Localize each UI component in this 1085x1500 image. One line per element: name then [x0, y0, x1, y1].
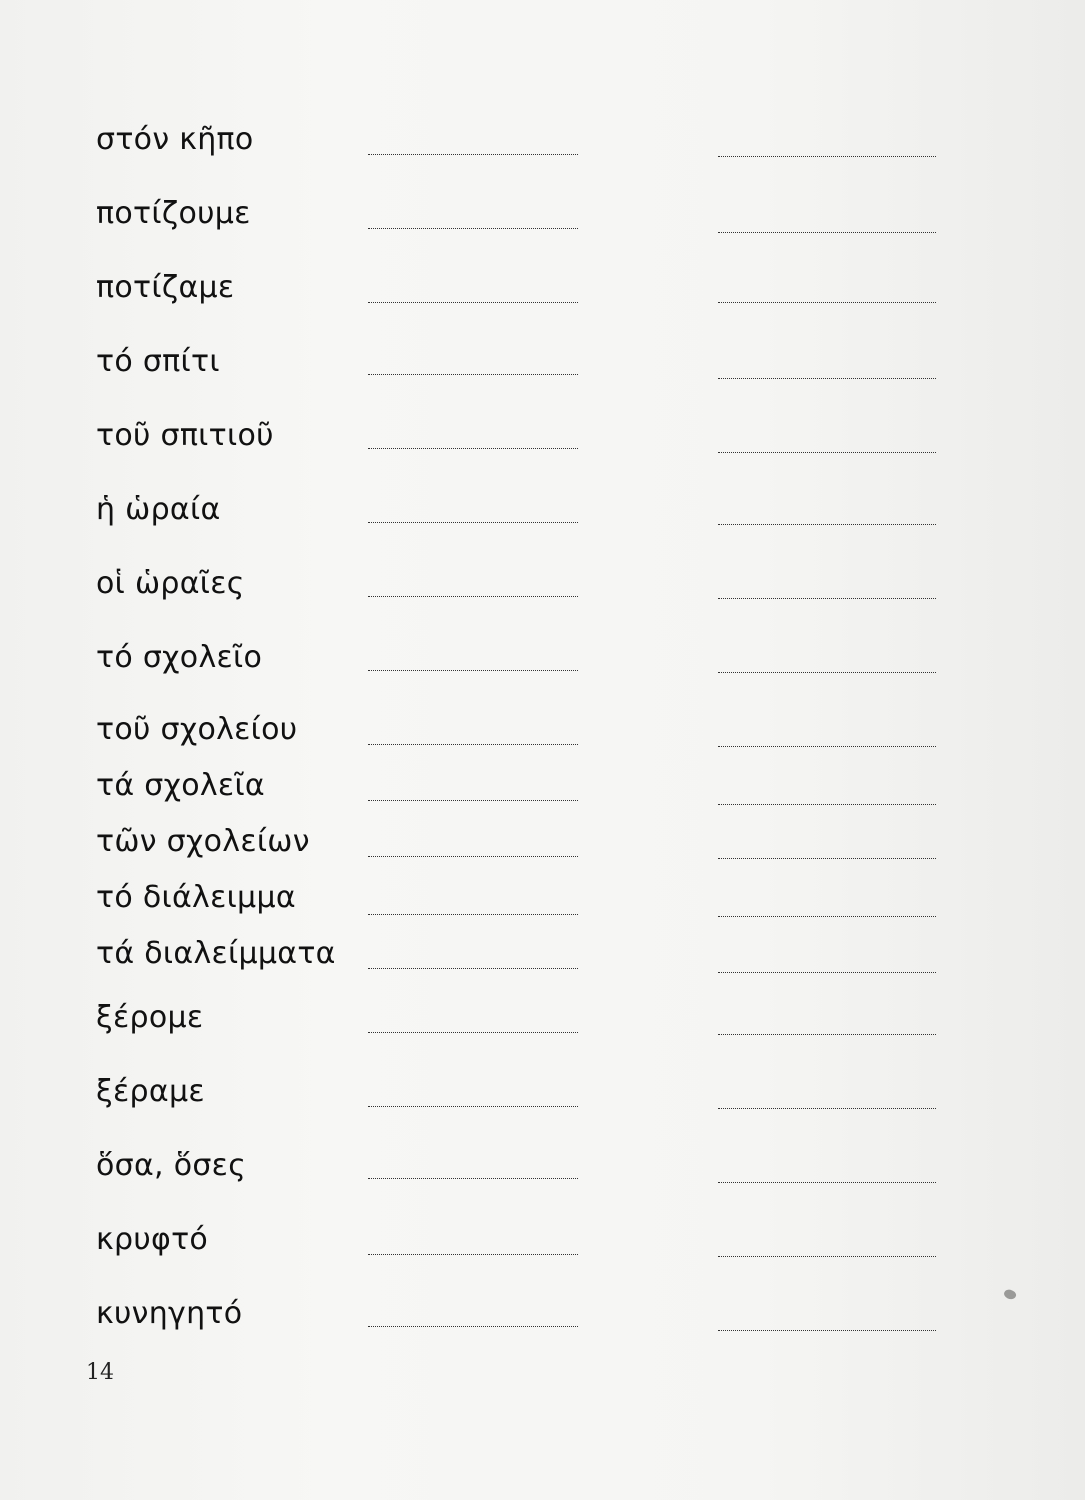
answer-blank-2[interactable]	[718, 524, 936, 525]
answer-blank-2[interactable]	[718, 972, 936, 973]
answer-blank-1[interactable]	[368, 154, 578, 155]
vocabulary-row	[0, 1286, 1085, 1346]
answer-blank-2[interactable]	[718, 1256, 936, 1257]
answer-blank-1[interactable]	[368, 302, 578, 303]
answer-blank-1[interactable]	[368, 374, 578, 375]
answer-blank-1[interactable]	[368, 914, 578, 915]
answer-blank-1[interactable]	[368, 1106, 578, 1107]
vocabulary-word: τό διάλειμμα	[96, 880, 296, 915]
vocabulary-row	[0, 556, 1085, 616]
vocabulary-word: ποτίζουμε	[96, 196, 251, 231]
answer-blank-1[interactable]	[368, 800, 578, 801]
vocabulary-word: οἱ ὡραῖες	[96, 566, 245, 601]
vocabulary-row	[0, 112, 1085, 172]
answer-blank-2[interactable]	[718, 302, 936, 303]
vocabulary-word: ποτίζαμε	[96, 270, 235, 305]
answer-blank-1[interactable]	[368, 670, 578, 671]
vocabulary-row	[0, 1064, 1085, 1124]
answer-blank-1[interactable]	[368, 1326, 578, 1327]
answer-blank-2[interactable]	[718, 1108, 936, 1109]
vocabulary-word: κυνηγητό	[96, 1296, 243, 1331]
vocabulary-row	[0, 334, 1085, 394]
answer-blank-1[interactable]	[368, 228, 578, 229]
vocabulary-row	[0, 482, 1085, 542]
answer-blank-1[interactable]	[368, 744, 578, 745]
answer-blank-1[interactable]	[368, 1032, 578, 1033]
vocabulary-row	[0, 990, 1085, 1050]
vocabulary-row	[0, 630, 1085, 690]
vocabulary-word: ἡ ὡραία	[96, 492, 221, 527]
answer-blank-2[interactable]	[718, 232, 936, 233]
answer-blank-2[interactable]	[718, 916, 936, 917]
vocabulary-row	[0, 1212, 1085, 1272]
answer-blank-2[interactable]	[718, 672, 936, 673]
vocabulary-row	[0, 186, 1085, 246]
answer-blank-2[interactable]	[718, 1034, 936, 1035]
answer-blank-1[interactable]	[368, 1178, 578, 1179]
vocabulary-word: τοῦ σχολείου	[96, 712, 298, 747]
vocabulary-word: κρυφτό	[96, 1222, 209, 1257]
vocabulary-word: τά διαλείμματα	[96, 936, 336, 971]
answer-blank-1[interactable]	[368, 968, 578, 969]
answer-blank-2[interactable]	[718, 1182, 936, 1183]
answer-blank-2[interactable]	[718, 598, 936, 599]
page-number: 14	[86, 1360, 114, 1385]
vocabulary-word: ξέραμε	[96, 1074, 205, 1109]
vocabulary-row	[0, 870, 1085, 930]
answer-blank-1[interactable]	[368, 522, 578, 523]
answer-blank-2[interactable]	[718, 378, 936, 379]
vocabulary-row	[0, 758, 1085, 818]
answer-blank-2[interactable]	[718, 858, 936, 859]
vocabulary-row	[0, 926, 1085, 986]
answer-blank-2[interactable]	[718, 156, 936, 157]
answer-blank-1[interactable]	[368, 1254, 578, 1255]
vocabulary-word: τοῦ σπιτιοῦ	[96, 418, 274, 453]
vocabulary-word: τά σχολεῖα	[96, 768, 265, 803]
answer-blank-1[interactable]	[368, 596, 578, 597]
answer-blank-1[interactable]	[368, 448, 578, 449]
vocabulary-word: ὅσα, ὅσες	[96, 1148, 247, 1183]
vocabulary-row	[0, 702, 1085, 762]
answer-blank-2[interactable]	[718, 452, 936, 453]
answer-blank-1[interactable]	[368, 856, 578, 857]
vocabulary-word: ξέρομε	[96, 1000, 204, 1035]
answer-blank-2[interactable]	[718, 746, 936, 747]
answer-blank-2[interactable]	[718, 804, 936, 805]
vocabulary-word: τό σχολεῖο	[96, 640, 263, 675]
answer-blank-2[interactable]	[718, 1330, 936, 1331]
vocabulary-row	[0, 408, 1085, 468]
vocabulary-row	[0, 814, 1085, 874]
vocabulary-word: στόν κῆπο	[96, 122, 254, 157]
vocabulary-word: τό σπίτι	[96, 344, 220, 379]
vocabulary-row	[0, 1138, 1085, 1198]
vocabulary-row	[0, 260, 1085, 320]
vocabulary-word: τῶν σχολείων	[96, 824, 310, 859]
